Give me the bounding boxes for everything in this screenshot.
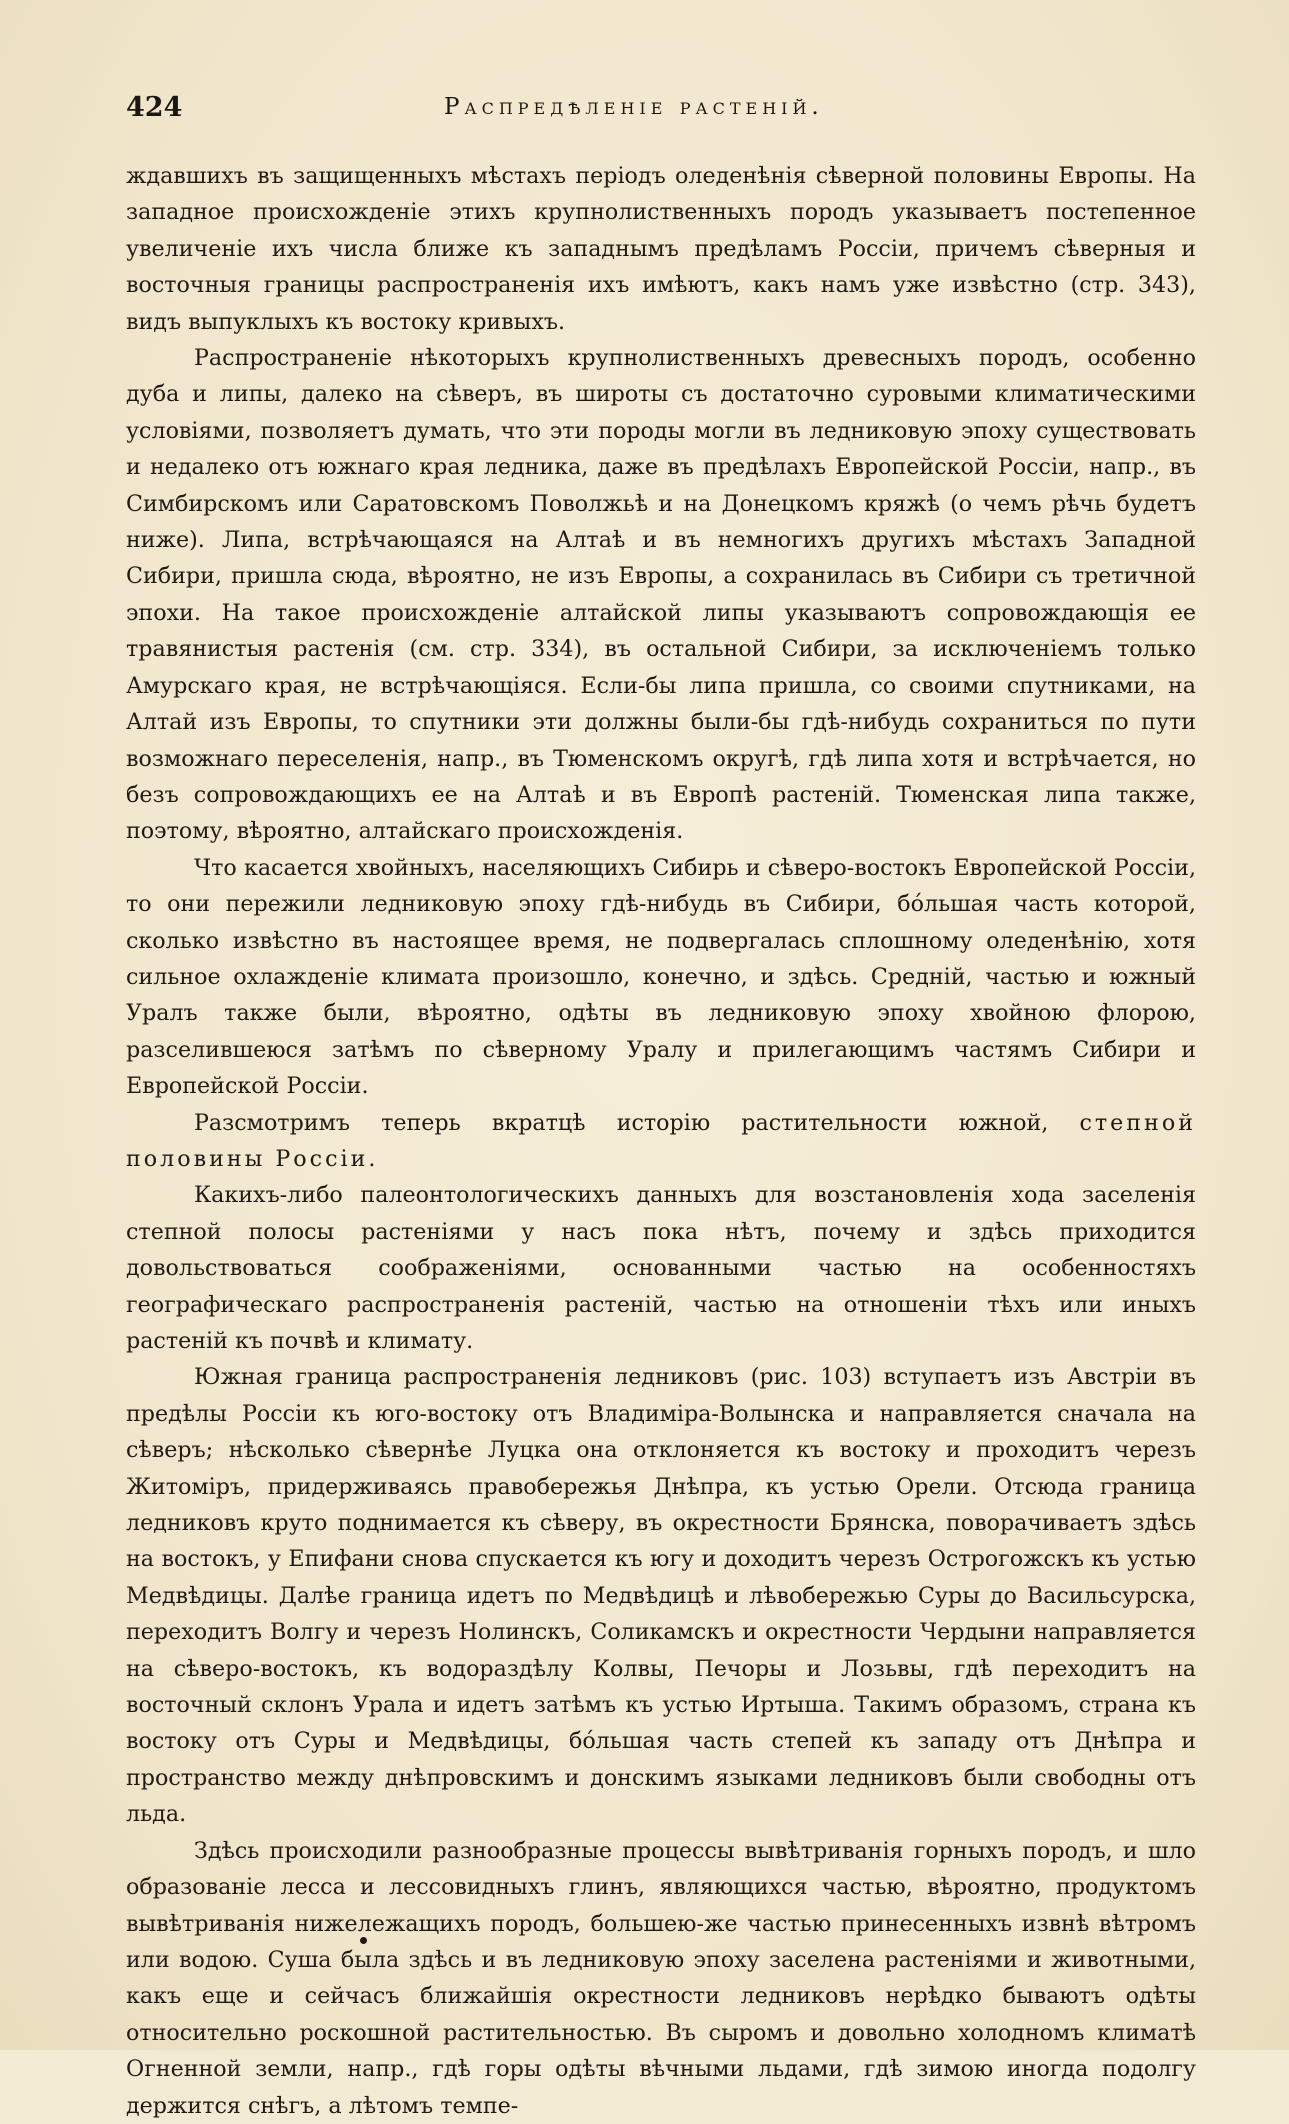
paragraph-text: ждавшихъ въ защищенныхъ мѣстахъ періодъ оледенѣнія сѣверной половины Европы. На западное происхожденіе этихъ крупнолиственныхъ породъ указываетъ постепенное увеличеніе ихъ числа ближе къ западнымъ предѣламъ Россіи, причемъ сѣверныя и восточныя границы распространенія ихъ имѣютъ, какъ намъ уже извѣстно (стр. 343), видъ выпуклыхъ къ востоку кривыхъ. (126, 163, 1196, 335)
body-text (126, 158, 1196, 2124)
emphasized-text: степной половины Россіи. (126, 1109, 1196, 1172)
paragraph-linden (126, 340, 1196, 850)
paragraph-text: Здѣсь происходили разнообразные процессы вывѣтриванія горныхъ породъ, и шло образованіе лесса и лессовидныхъ глинъ, являющихся частью, вѣроятно, продуктомъ вывѣтриванія нижележащихъ породъ, большею-же частью принесенныхъ извнѣ вѣтромъ или водою. Суша была здѣсь и въ ледниковую эпоху заселена растеніями и животными, какъ еще и сейчасъ ближайшія окрестности ледниковъ нерѣдко бываютъ одѣты относительно роскошной растительностью. Въ сыромъ и довольно холодномъ климатѣ Огненной земли, напр., гдѣ горы одѣты вѣчными льдами, гдѣ зимою иногда подолгу держится снѣгъ, а лѣтомъ темпе- (126, 1837, 1196, 2119)
paragraph-text: Какихъ-либо палеонтологическихъ данныхъ для возстановленія хода заселенія степной полосы растеніями у насъ пока нѣтъ, почему и здѣсь приходится довольствоваться соображеніями, основанными частью на особенностяхъ географическаго распространенія растеній, частью на отношеніи тѣхъ или иныхъ растеній къ почвѣ и климату. (126, 1182, 1196, 1354)
page-header (126, 92, 1196, 132)
paragraph-paleontology (126, 1177, 1196, 1359)
paragraph-text: Что касается хвойныхъ, населяющихъ Сибирь и сѣверо-востокъ Европейской Россіи, то они пережили ледниковую эпоху гдѣ-нибудь въ Сибири, бо́льшая часть которой, сколько извѣстно въ настоящее время, не подвергалась сплошному оледенѣнію, хотя сильное охлажденіе климата произошло, конечно, и здѣсь. Средній, частью и южный Уралъ также были, вѣроятно, одѣты въ ледниковую эпоху хвойною флорою, разселившеюся затѣмъ по сѣверному Уралу и прилегающимъ частямъ Сибири и Европейской Россіи. (126, 854, 1196, 1100)
paragraph-continuation (126, 158, 1196, 340)
page-number: 424 (126, 92, 183, 123)
paragraph-text: Разсмотримъ теперь вкратцѣ исторію растительности южной, (194, 1109, 1080, 1136)
paragraph-conifers (126, 850, 1196, 1105)
ink-spot (360, 1937, 367, 1944)
paragraph-steppe-intro (126, 1105, 1196, 1178)
paragraph-weathering (126, 1833, 1196, 2124)
paragraph-text: Распространеніе нѣкоторыхъ крупнолиственныхъ древесныхъ породъ, особенно дуба и липы, далеко на сѣверъ, въ широты съ достаточно суровыми климатическими условіями, позволяетъ думать, что эти породы могли въ ледниковую эпоху существовать и недалеко отъ южнаго края ледника, даже въ предѣлахъ Европейской Россіи, напр., въ Симбирскомъ или Саратовскомъ Поволжьѣ и на Донецкомъ кряжѣ (о чемъ рѣчь будетъ ниже). Липа, встрѣчающаяся на Алтаѣ и въ немногихъ другихъ мѣстахъ Западной Сибири, пришла сюда, вѣроятно, не изъ Европы, а сохранилась въ Сибири съ третичной эпохи. На такое происхожденіе алтайской липы указываютъ сопровождающія ее травянистыя растенія (см. стр. 334), въ остальной Сибири, за исключеніемъ только Амурскаго края, не встрѣчающіяся. Если-бы липа пришла, со своими спутниками, на Алтай изъ Европы, то спутники эти должны были-бы гдѣ-нибудь сохраниться по пути возможнаго переселенія, напр., въ Тюменскомъ округѣ, гдѣ липа хотя и встрѣчается, но безъ сопровождающихъ ее на Алтаѣ и въ Европѣ растеній. Тюменская липа также, поэтому, вѣроятно, алтайскаго происхожденія. (126, 345, 1196, 845)
running-title: Распредѣленіе растеній. (444, 94, 824, 120)
paragraph-text: Южная граница распространенія ледниковъ (рис. 103) вступаетъ изъ Австріи въ предѣлы Россіи къ юго-востоку отъ Владиміра-Волынска и направляется сначала на сѣверъ; нѣсколько сѣвернѣе Луцка она отклоняется къ востоку и проходитъ черезъ Житоміръ, придерживаясь правобережья Днѣпра, къ устью Орели. Отсюда граница ледниковъ круто поднимается къ сѣверу, въ окрестности Брянска, поворачиваетъ здѣсь на востокъ, у Епифани снова спускается къ югу и доходитъ черезъ Острогожскъ къ устью Медвѣдицы. Далѣе граница идетъ по Медвѣдицѣ и лѣвобережью Суры до Васильсурска, переходитъ Волгу и черезъ Нолинскъ, Соликамскъ и окрестности Чердыни направляется на сѣверо-востокъ, къ водораздѣлу Колвы, Печоры и Лозьвы, гдѣ переходитъ на восточный склонъ Урала и идетъ затѣмъ къ устью Иртыша. Такимъ образомъ, страна къ востоку отъ Суры и Медвѣдицы, бо́льшая часть степей къ западу отъ Днѣпра и пространство между днѣпровскимъ и донскимъ языками ледниковъ были свободны отъ льда. (126, 1364, 1196, 1828)
paragraph-glacier-boundary (126, 1359, 1196, 1832)
